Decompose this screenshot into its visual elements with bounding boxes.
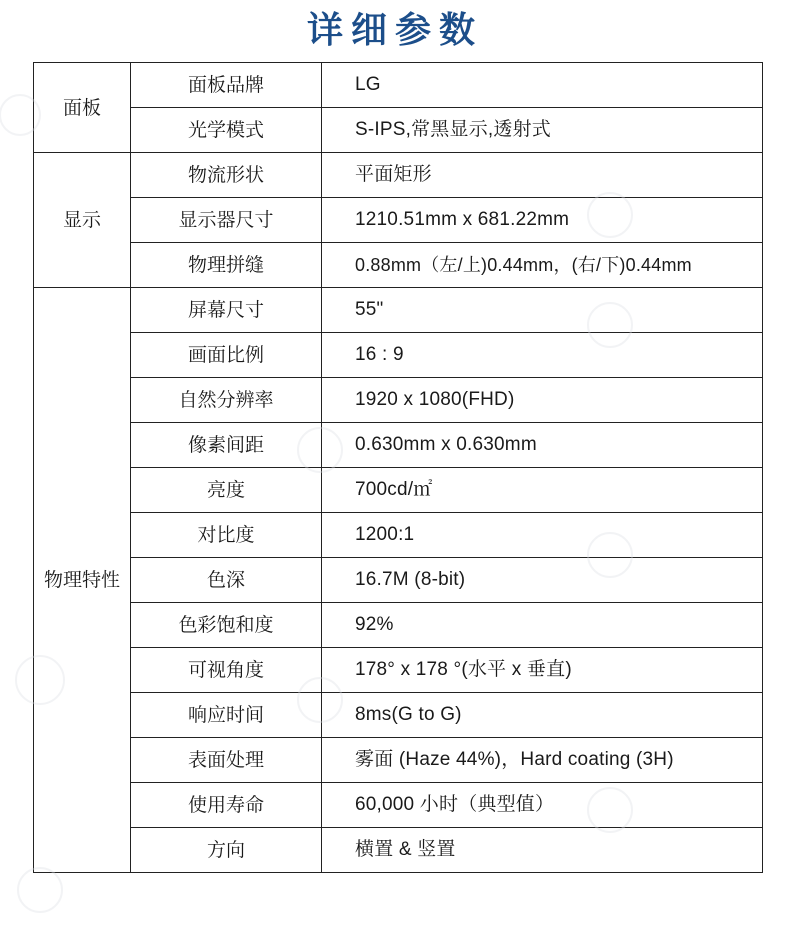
table-row <box>34 468 763 513</box>
table-row <box>34 153 763 198</box>
group-label-panel: 面板 <box>34 63 131 153</box>
page-title: 详细参数 <box>306 10 483 51</box>
spec-value: 1210.51mm x 681.22mm <box>322 198 763 243</box>
spec-name: 自然分辨率 <box>131 378 322 423</box>
table-row <box>34 288 763 333</box>
watermark-mark <box>18 868 62 912</box>
group-label-display: 显示 <box>34 153 131 288</box>
table-row <box>34 198 763 243</box>
spec-value: 平面矩形 <box>322 153 763 198</box>
table-row <box>34 783 763 828</box>
spec-value: 55" <box>322 288 763 333</box>
spec-name: 色深 <box>131 558 322 603</box>
spec-value: 60,000 小时（典型值） <box>322 783 763 828</box>
spec-value: 雾面 (Haze 44%)，Hard coating (3H) <box>322 738 763 783</box>
group-label-physical: 物理特性 <box>34 288 131 873</box>
table-row <box>34 648 763 693</box>
table-row <box>34 738 763 783</box>
table-row <box>34 333 763 378</box>
spec-name: 表面处理 <box>131 738 322 783</box>
table-row <box>34 243 763 288</box>
spec-value: 横置 & 竖置 <box>322 828 763 873</box>
table-row <box>34 108 763 153</box>
spec-value: S-IPS,常黑显示,透射式 <box>322 108 763 153</box>
spec-value: 178° x 178 °(水平 x 垂直) <box>322 648 763 693</box>
table-row <box>34 828 763 873</box>
table-row <box>34 378 763 423</box>
spec-name: 响应时间 <box>131 693 322 738</box>
spec-name: 方向 <box>131 828 322 873</box>
table-row <box>34 558 763 603</box>
spec-name: 使用寿命 <box>131 783 322 828</box>
spec-value: 16.7M (8-bit) <box>322 558 763 603</box>
table-row <box>34 423 763 468</box>
spec-value: 92% <box>322 603 763 648</box>
spec-name: 对比度 <box>131 513 322 558</box>
table-row <box>34 603 763 648</box>
spec-name: 物流形状 <box>131 153 322 198</box>
spec-name: 光学模式 <box>131 108 322 153</box>
table-row <box>34 513 763 558</box>
spec-value: 8ms(G to G) <box>322 693 763 738</box>
spec-name: 物理拼缝 <box>131 243 322 288</box>
spec-table <box>33 62 763 873</box>
spec-name: 亮度 <box>131 468 322 513</box>
spec-name: 面板品牌 <box>131 63 322 108</box>
spec-name: 画面比例 <box>131 333 322 378</box>
spec-value: 700cd/㎡ <box>322 468 763 513</box>
table-row <box>34 693 763 738</box>
spec-value: 0.88mm（左/上)0.44mm，(右/下)0.44mm <box>322 243 763 288</box>
spec-value: LG <box>322 63 763 108</box>
spec-value: 16 : 9 <box>322 333 763 378</box>
table-row <box>34 63 763 108</box>
spec-value: 1920 x 1080(FHD) <box>322 378 763 423</box>
spec-name: 显示器尺寸 <box>131 198 322 243</box>
spec-name: 屏幕尺寸 <box>131 288 322 333</box>
spec-name: 像素间距 <box>131 423 322 468</box>
spec-value: 0.630mm x 0.630mm <box>322 423 763 468</box>
spec-value: 1200:1 <box>322 513 763 558</box>
spec-name: 色彩饱和度 <box>131 603 322 648</box>
spec-name: 可视角度 <box>131 648 322 693</box>
